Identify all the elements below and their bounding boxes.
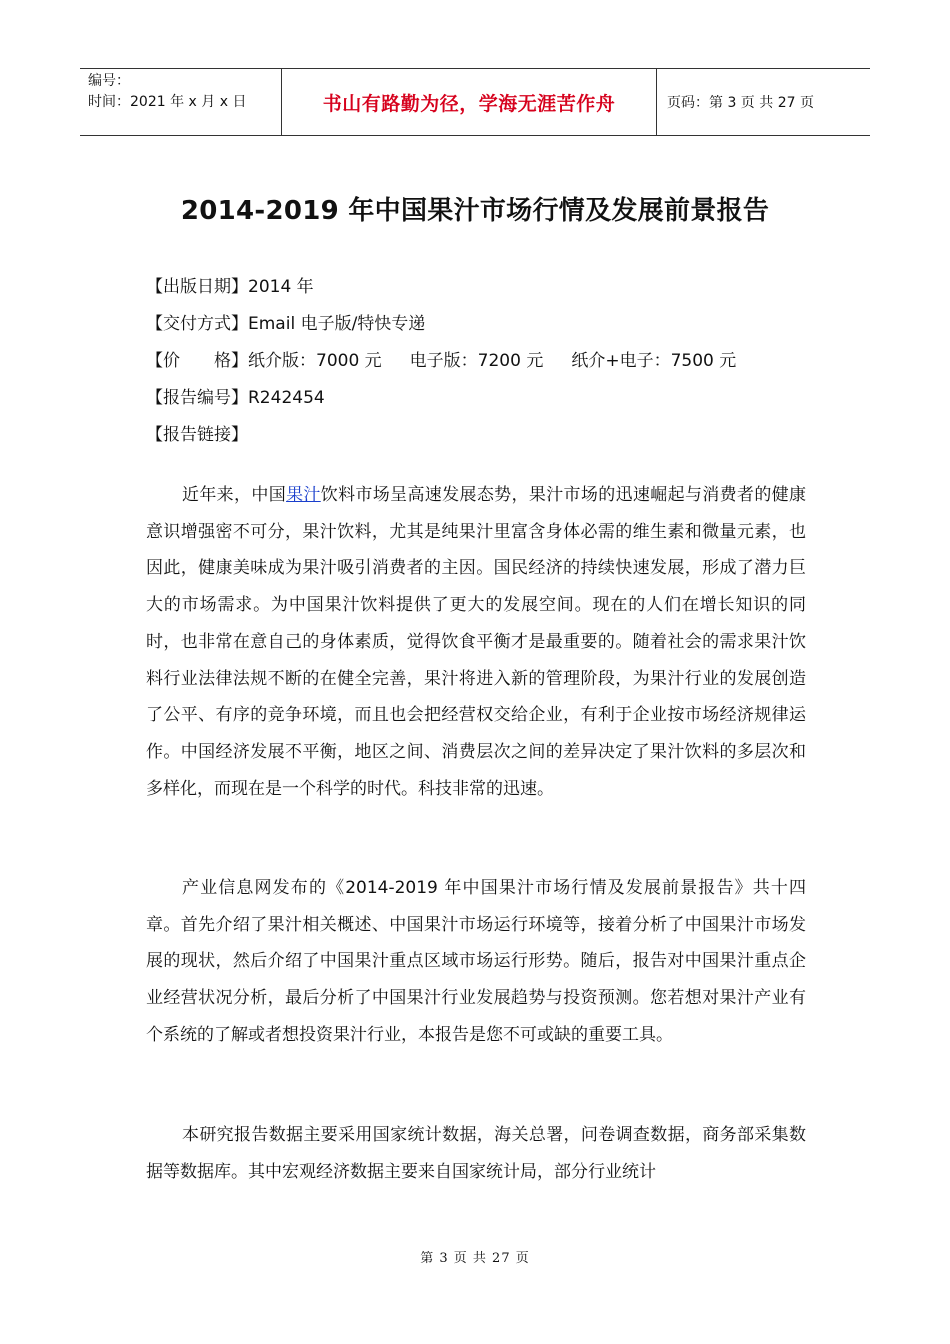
intro-text-after: 饮料市场呈高速发展态势，果汁市场的迅速崛起与消费者的健康意识增强密不可分，果汁饮料，尤其是纯果汁里富含身体必需的维生素和微量元素，也因此，健康美味成为果汁吸引消费者的主因。国民经济的持续快速发展，形成了潜力巨大的市场需求。为中国果汁饮料提供了更大的发展空间。现在的人们在增长知识的同时，也非常在意自己的身体素质，觉得饮食平衡才是最重要的。随着社会的需求果汁饮料行业法律法规不断的在健全完善，果汁将进入新的管理阶段，为果汁行业的发展创造了公平、有序的竞争环境，而且也会把经营权交给企业，有利于企业按市场经济规律运作。中国经济发展不平衡，地区之间、消费层次之间的差异决定了果汁饮料的多层次和多样化，而现在是一个科学的时代。科技非常的迅速。	[146, 485, 807, 799]
document-time: 时间：2021 年 x 月 x 日	[88, 94, 247, 110]
price-label: 【价 格】	[146, 351, 248, 371]
data-source-paragraph: 本研究报告数据主要采用国家统计数据，海关总署，问卷调查数据，商务部采集数据等数据库。其中宏观经济数据主要来自国家统计局，部分行业统计	[146, 1125, 806, 1182]
document-title: 2014-2019 年中国果汁市场行情及发展前景报告	[180, 196, 770, 226]
juice-link[interactable]: 果汁	[286, 485, 321, 505]
page-footer: 第 3 页 共 27 页	[420, 1251, 530, 1266]
meta-report-link: 【报告链接】	[146, 425, 248, 445]
report-overview-paragraph: 产业信息网发布的《2014-2019 年中国果汁市场行情及发展前景报告》共十四章。首先介绍了果汁相关概述、中国果汁市场运行环境等，接着分析了中国果汁市场发展的现状，然后介绍了中国果汁重点区域市场运行形势。随后，报告对中国果汁重点企业经营状况分析，最后分析了中国果汁行业发展趋势与投资预测。您若想对果汁产业有个系统的了解或者想投资果汁行业，本报告是您不可或缺的重要工具。	[146, 878, 806, 1045]
report-meta	[146, 273, 826, 458]
header-table	[80, 68, 870, 136]
price-both: 纸介+电子：7500 元	[571, 351, 737, 371]
price-electronic: 电子版：7200 元	[409, 351, 544, 371]
header-motto: 书山有路勤为径，学海无涯苦作舟	[281, 69, 657, 135]
intro-paragraph	[146, 477, 806, 807]
header-page-code: 页码：第 3 页 共 27 页	[667, 95, 814, 111]
meta-delivery: 【交付方式】Email 电子版/特快专递	[146, 314, 426, 334]
intro-text-before: 近年来，中国	[182, 485, 287, 505]
meta-price	[146, 347, 826, 384]
meta-publish-date: 【出版日期】2014 年	[146, 277, 314, 297]
document-code-label: 编号：	[88, 73, 130, 89]
price-paper: 纸介版：7000 元	[248, 351, 382, 371]
meta-report-no: 【报告编号】R242454	[146, 388, 325, 408]
header-info-cell	[80, 69, 281, 135]
